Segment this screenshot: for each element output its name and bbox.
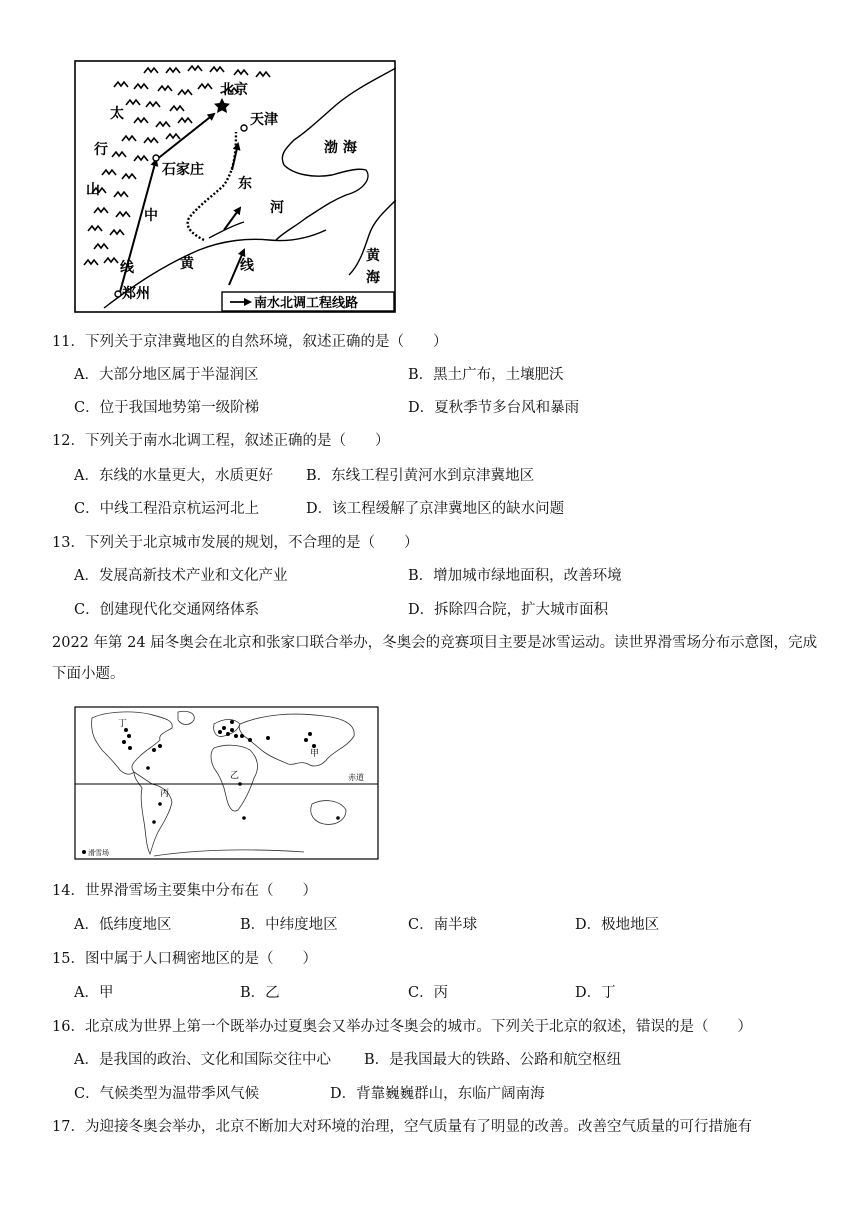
- label-bing: 丙: [160, 789, 170, 799]
- label-zhengzhou: 郑州: [122, 286, 150, 302]
- label-huanghai-2: 海: [366, 270, 380, 286]
- q13-option-c[interactable]: C．创建现代化交通网络体系: [74, 602, 260, 618]
- q17-stem: 17．为迎接冬奥会举办，北京不断加大对环境的治理，空气质量有了明显的改善。改善空气质量的可行措施有: [52, 1119, 752, 1135]
- label-xian-left: 线: [120, 260, 134, 276]
- label-zhong: 中: [144, 208, 158, 224]
- q14-option-a[interactable]: A．低纬度地区: [74, 917, 172, 933]
- label-huang: 黄: [180, 256, 194, 272]
- q11-option-b[interactable]: B．黑土广布，土壤肥沃: [408, 367, 564, 383]
- label-yi: 乙: [230, 771, 240, 781]
- q14-option-d[interactable]: D．极地地区: [575, 917, 660, 933]
- map2-legend: 滑雪场: [88, 849, 109, 857]
- q12-stem: 12．下列关于南水北调工程，叙述正确的是（ ）: [52, 433, 390, 449]
- q15-stem: 15．图中属于人口稠密地区的是（ ）: [52, 951, 317, 967]
- q14-option-c[interactable]: C．南半球: [408, 917, 478, 933]
- shijiazhuang-dot: [153, 155, 159, 161]
- q16-option-d[interactable]: D．背靠巍巍群山，东临广阔南海: [330, 1086, 545, 1102]
- tianjin-dot: [241, 125, 247, 131]
- label-beijing: 北京: [220, 82, 248, 98]
- q15-option-a[interactable]: A．甲: [74, 985, 114, 1001]
- label-tianjin: 天津: [250, 112, 278, 128]
- label-ding: 丁: [118, 719, 128, 729]
- label-taihang-3: 山: [86, 182, 100, 198]
- equator-label: 赤道: [348, 773, 364, 782]
- q14-option-b[interactable]: B．中纬度地区: [240, 917, 338, 933]
- q15-option-d[interactable]: D．丁: [575, 985, 616, 1001]
- label-xian-right: 线: [240, 258, 254, 274]
- q16-option-c[interactable]: C．气候类型为温带季风气候: [74, 1086, 260, 1102]
- zhengzhou-dot: [115, 291, 121, 297]
- q12-option-c[interactable]: C．中线工程沿京杭运河北上: [74, 501, 260, 517]
- label-shijiazhuang: 石家庄: [162, 162, 204, 178]
- q12-option-b[interactable]: B．东线工程引黄河水到京津冀地区: [306, 468, 535, 484]
- label-jia: 甲: [310, 749, 320, 759]
- world-ski-resort-map: [74, 706, 379, 860]
- q13-option-b[interactable]: B．增加城市绿地面积，改善环境: [408, 568, 622, 584]
- label-dong: 东: [238, 176, 252, 192]
- label-taihang-2: 行: [94, 142, 108, 158]
- q12-option-a[interactable]: A．东线的水量更大，水质更好: [74, 468, 273, 484]
- q13-option-d[interactable]: D．拆除四合院，扩大城市面积: [408, 602, 609, 618]
- water-diversion-map: [74, 60, 396, 313]
- q13-option-a[interactable]: A．发展高新技术产业和文化产业: [74, 568, 288, 584]
- q11-option-a[interactable]: A．大部分地区属于半湿润区: [74, 367, 259, 383]
- q13-stem: 13．下列关于北京城市发展的规划，不合理的是（ ）: [52, 535, 419, 551]
- label-he: 河: [270, 200, 284, 216]
- q11-stem: 11．下列关于京津冀地区的自然环境，叙述正确的是（ ）: [52, 334, 448, 350]
- q12-option-d[interactable]: D．该工程缓解了京津冀地区的缺水问题: [306, 501, 565, 517]
- q15-option-b[interactable]: B．乙: [240, 985, 280, 1001]
- intro-paragraph: 2022 年第 24 届冬奥会在北京和张家口联合举办，冬奥会的竞赛项目主要是冰雪运动。读世界滑雪场分布示意图，完成下面小题。: [52, 635, 818, 682]
- q16-stem: 16．北京成为世界上第一个既举办过夏奥会又举办过冬奥会的城市。下列关于北京的叙述，错误的是（ ）: [52, 1019, 752, 1035]
- q11-option-c[interactable]: C．位于我国地势第一级阶梯: [74, 400, 260, 416]
- label-taihang-1: 太: [110, 106, 124, 122]
- q16-option-b[interactable]: B．是我国最大的铁路、公路和航空枢纽: [364, 1052, 622, 1068]
- label-bohai: 渤 海: [324, 140, 357, 156]
- map1-legend: 南水北调工程线路: [254, 296, 359, 311]
- q15-option-c[interactable]: C．丙: [408, 985, 449, 1001]
- q11-option-d[interactable]: D．夏秋季节多台风和暴雨: [408, 400, 580, 416]
- q14-stem: 14．世界滑雪场主要集中分布在（ ）: [52, 883, 317, 899]
- q16-option-a[interactable]: A．是我国的政治、文化和国际交往中心: [74, 1052, 331, 1068]
- label-huanghai-1: 黄: [366, 248, 380, 264]
